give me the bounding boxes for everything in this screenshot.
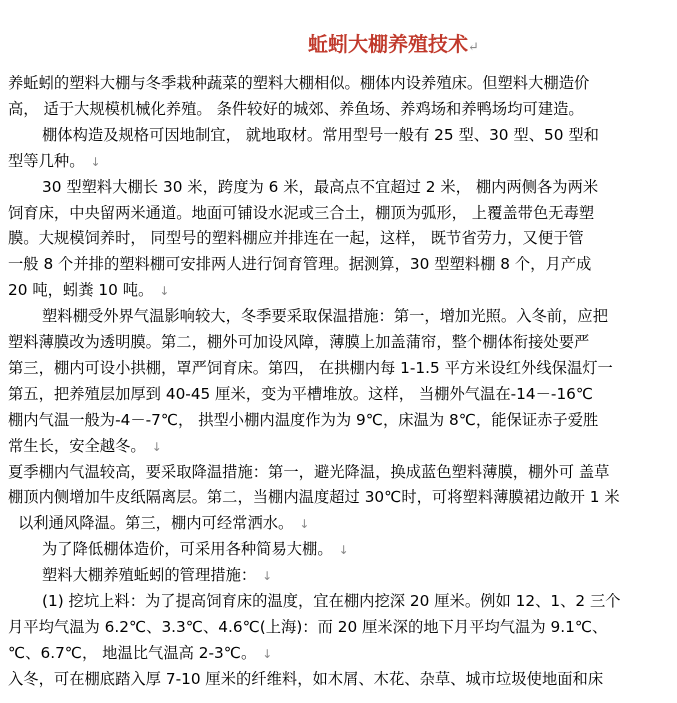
text-line: [18, 511, 309, 535]
text-line-content: (1) 挖坑上料：为了提高饲育床的温度，宜在棚内挖深 20 厘米。例如 12、1、2 三个: [42, 592, 621, 610]
text-line: [8, 434, 162, 458]
text-line: [8, 356, 613, 380]
text-line-content: 30 型塑料大棚长 30 米，跨度为 6 米，最高点不宜超过 2 米， 棚内两侧各为两米: [42, 177, 599, 196]
text-line: [8, 97, 584, 121]
text-line-content: ℃、6.7℃， 地温比气温高 2-3℃。: [8, 643, 257, 662]
line-break-mark-icon: ↓: [262, 646, 273, 661]
line-break-mark-icon: ↓: [262, 569, 273, 584]
text-line: [8, 460, 609, 484]
text-line: [42, 589, 621, 613]
line-break-mark-icon: ↓: [90, 154, 101, 169]
line-break-mark-icon: ↓: [338, 543, 349, 558]
document-title-row: [0, 30, 677, 62]
text-line-content: 棚体构造及规格可因地制宜， 就地取材。常用型号一般有 25 型、30 型、50 型和: [42, 125, 599, 144]
text-line-content: 高， 适于大规模机械化养殖。 条件较好的城郊、养鱼场、养鸡场和养鸭场均可建造。: [8, 99, 584, 118]
text-line: [42, 304, 608, 328]
text-line: [8, 667, 603, 691]
document-title: 蚯蚓大棚养殖技术: [308, 32, 469, 56]
text-line-content: 20 吨，蚓粪 10 吨。: [8, 281, 154, 300]
text-line-content: 以利通风降温。第三，棚内可经常洒水。: [18, 514, 294, 533]
text-line-content: 常生长，安全越冬。: [8, 436, 146, 455]
text-line: [8, 641, 272, 665]
text-line-content: 塑料棚受外界气温影响较大，冬季要采取保温措施：第一，增加光照。入冬前，应把: [42, 307, 608, 326]
text-line-content: 第五，把养殖层加厚到 40-45 厘米，变为平槽堆放。这样， 当棚外气温在-14－-16℃: [8, 384, 594, 403]
text-line-content: 膜。大规模饲养时， 同型号的塑料棚应并排连在一起，这样， 既节省劳力，又便于管: [8, 229, 584, 248]
text-line-content: 型等几种。: [8, 151, 85, 170]
text-line: [42, 123, 599, 147]
text-line: [8, 201, 594, 225]
text-line-content: 第三，棚内可设小拱棚，罩严饲育床。第四， 在拱棚内每 1-1.5 平方米设红外线保温灯一: [8, 358, 613, 377]
text-line: [8, 226, 584, 250]
text-line: [42, 563, 272, 587]
text-line: [8, 252, 591, 276]
text-line-content: 塑料薄膜改为透明膜。第二，棚外可加设风障，薄膜上加盖蒲帘，整个棚体衔接处要严: [8, 333, 590, 351]
text-line: [42, 537, 349, 561]
text-line-content: 为了降低棚体造价，可采用各种简易大棚。: [42, 540, 333, 559]
text-line-content: 棚顶内侧增加牛皮纸隔离层。第二，当棚内温度超过 30℃时，可将塑料薄膜裙边敞开 1 米: [8, 488, 620, 507]
text-line-content: 塑料大棚养殖蚯蚓的管理措施：: [42, 566, 257, 585]
line-break-mark-icon: ↓: [159, 284, 170, 299]
text-line: [8, 71, 589, 95]
text-line: [8, 149, 101, 173]
paragraph-mark-icon: ↵: [468, 40, 479, 55]
text-line: [8, 382, 593, 406]
text-line: [8, 485, 620, 509]
text-line-content: 饲育床，中央留两米通道。地面可铺设水泥或三合土，棚顶为弧形， 上覆盖带色无毒塑: [8, 203, 595, 222]
text-line: [8, 615, 607, 639]
text-line: [8, 278, 169, 302]
text-line-content: 夏季棚内气温较高，要采取降温措施：第一，避光降温，换成蓝色塑料薄膜，棚外可 盖草: [8, 462, 610, 481]
text-line: [8, 330, 589, 354]
text-line-content: 一般 8 个并排的塑料棚可安排两人进行饲育管理。据测算，30 型塑料棚 8 个，月产成: [8, 255, 592, 274]
line-break-mark-icon: ↓: [151, 439, 162, 454]
text-line-content: 入冬，可在棚底踏入厚 7-10 厘米的纤维料，如木屑、木花、杂草、城市垃圾使地面和床: [8, 669, 604, 688]
line-break-mark-icon: ↓: [299, 517, 310, 532]
text-line-content: 月平均气温为 6.2℃、3.3℃、4.6℃(上海)：而 20 厘米深的地下月平均气温为 9.1℃、: [8, 617, 608, 636]
text-line: [42, 175, 598, 199]
text-line-content: 养蚯蚓的塑料大棚与冬季栽种蔬菜的塑料大棚相似。棚体内设养殖床。但塑料大棚造价: [8, 74, 590, 92]
text-line: [8, 408, 598, 432]
text-line-content: 棚内气温一般为-4－-7℃， 拱型小棚内温度作为为 9℃，床温为 8℃，能保证赤子爱胜: [8, 410, 599, 429]
